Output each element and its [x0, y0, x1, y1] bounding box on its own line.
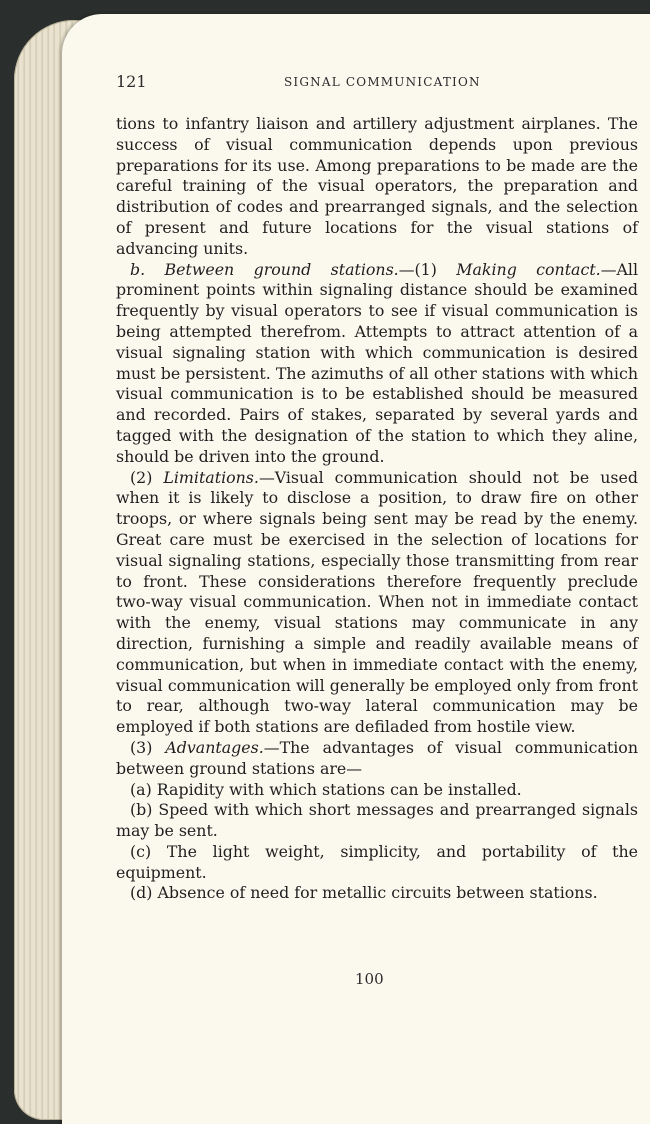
list-item-label: (b)	[130, 800, 153, 820]
list-item-text: Absence of need for metallic circuits between stations.	[157, 883, 598, 903]
list-item-text: Rapidity with which stations can be installed.	[156, 779, 522, 799]
subsection-text: —Visual communication should not be used when it is likely to disclose a position, to draw fire on other troops, or where signals being sent may be read by the enemy. Great care must be exercised in the selection of locations for visual signaling stations, especially those transmitting from rear to front. These considerations therefore frequently preclude two-way visual communication. When not in immediate contact with the enemy, visual stations may communicate in any direction, furnishing a simple and readily available means of communication, but when in immediate contact with the enemy, visual communication will generally be employed only from front to rear, although two-way lateral communication may be employed if both stations are defiladed from hostile view.	[116, 467, 638, 737]
subsection-heading: Making contact.	[456, 259, 601, 279]
section-label: b.	[130, 259, 146, 279]
running-title: SIGNAL COMMUNICATION	[284, 75, 481, 89]
paragraph-limitations	[116, 468, 638, 738]
footer-page-number: 100	[355, 970, 384, 988]
paragraph-continuation: tions to infantry liaison and artillery adjustment airplanes. The success of visual communication depends upon previous preparations for its use. Among preparations to be made are the careful training of the visual operators, the preparation and distribution of codes and prearranged signals, and the selection of present and future locations for the visual stations of advancing units.	[116, 114, 638, 258]
list-item-label: (a)	[130, 779, 152, 799]
list-item-text: The light weight, simplicity, and portability of the equipment.	[116, 841, 638, 882]
list-item	[116, 800, 638, 842]
page-header	[116, 72, 636, 96]
subsection-text: —The advantages of visual communication between ground stations are—	[116, 737, 638, 778]
paragraph-making-contact	[116, 260, 638, 468]
subsection-heading: Advantages.	[165, 737, 264, 757]
header-page-number: 121	[116, 72, 147, 91]
subsection-number: (3)	[130, 737, 153, 757]
list-item	[116, 883, 638, 904]
subsection-number: (2)	[130, 467, 153, 487]
body-text	[116, 114, 638, 904]
list-item	[116, 842, 638, 884]
subsection-number: —(1)	[398, 259, 437, 279]
section-heading: Between ground stations.	[164, 259, 399, 279]
subsection-heading: Limitations.	[163, 467, 259, 487]
list-item	[116, 780, 638, 801]
paragraph-advantages	[116, 738, 638, 780]
list-item-label: (d)	[130, 883, 153, 903]
list-item-label: (c)	[130, 841, 152, 861]
subsection-text: —All prominent points within signaling distance should be examined frequently by visual operators to see if visual communication is being attempted therefrom. Attempts to attract attention of a visual signaling station with which communication is desired must be persistent. The azimuths of all other stations with which visual communication is to be established should be measured and recorded. Pairs of stakes, separated by several yards and tagged with the designation of the station to which they aline, should be driven into the ground.	[116, 259, 639, 466]
list-item-text: Speed with which short messages and prearranged signals may be sent.	[116, 800, 638, 841]
